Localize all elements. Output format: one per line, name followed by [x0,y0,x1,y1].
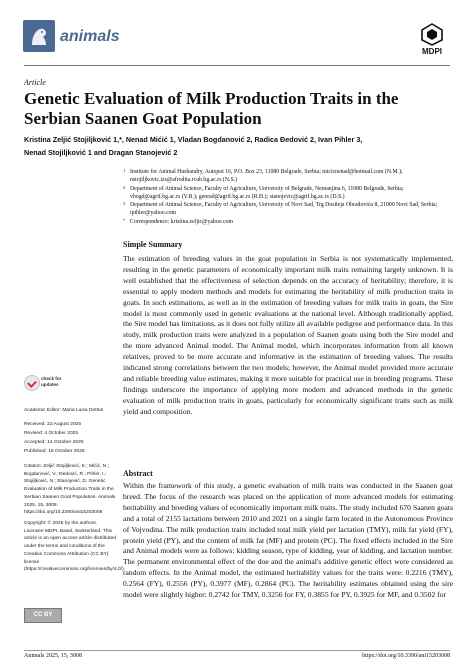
abstract-heading: Abstract [123,469,153,478]
cc-license-badge[interactable]: CC BY [24,608,62,623]
journal-logo [23,20,55,52]
check-for-updates-badge[interactable] [24,373,64,393]
affiliation-text: Department of Animal Science, Faculty of Agriculture, University of Belgrade, Nemanjina 6, 11080 Belgrade, Serbia; vbogd@agrif.bg.ac.rs (V.B.); genrad@agrif.bg.ac.rs (R.Đ.); stanojevic@agrif.bg.ac.rs (D.S.) [130,185,404,200]
check-updates-icon [24,375,40,391]
received-date: Received: 23 August 2025 [24,422,82,427]
simple-summary-text: The estimation of breeding values in the goat population in Serbia is not systematically implemented, resulting in the genetic parameters of economically important milk traits remaining largely unknown. It is well established that the effectiveness of selection depends on the accuracy of heritability; therefore, it is essential to apply modern methods and models for estimating the heritability of milk production traits in goats. In such estimations, as well as in the estimation of breeding values for milk traits in goats, the Sire model is most commonly used in genetic evaluations at the national level. Although traditionally applied, the Sire model has limitations, as it does not fully utilize all available pedigree and performance data. In this study, milk production traits were analyzed in a population of Saanen goats using both the Sire model and the more advanced Animal model. The Animal model, which incorporates information from all known relatives, proved to be more accurate and informative in the estimation of breeding values. The results indicated strong correlations between the two models; however, the Animal model provided more accurate and reliable breeding value estimates, making it more suitable for practical use in breeding programs. These findings underscore the importance of applying more modern and advanced methods in the genetic evaluation of milk production traits in goats, particularly for economically significant traits such as milk yield and composition. [123,254,453,416]
footer-journal-info: Animals 2025, 15, 3008 [24,653,82,659]
affiliation-number: 3 [123,201,126,207]
affiliation-number: 1 [123,168,126,173]
revised-date: Revised: 4 October 2025 [24,431,79,436]
copyright: Copyright: © 2025 by the authors. Licensee MDPI, Basel, Switzerland. This article is an open access article distributed under the terms and conditions of the Creative Commons Attribution (CC BY) license (https://creativecommons.org/licenses/by/4.0/). [24,521,126,573]
citation: Citation: Zeljić Stojiljković, K.; Mićić, N.; Bogdanović, V.; Đedović, R.; Pihler, I.; Stojiljković, N.; Stanojević, D. Genetic Evaluation of Milk Production Traits in the Serbian Saanen Goat Population. Animals 2025, 15, 3008. https://doi.org/10.3390/ani15203008 [24,464,116,516]
footer-doi-link[interactable]: https://doi.org/10.3390/ani15203008 [362,653,450,659]
correspondence-text: Correspondence: kristina.zeljic@yahoo.com [130,218,234,225]
simple-summary-heading: Simple Summary [123,240,183,249]
article-type: Article [24,78,46,87]
animal-silhouette-icon [26,23,52,49]
published-date: Published: 16 October 2025 [24,449,85,454]
affiliation-item [123,185,453,202]
affiliation-text: Institute for Animal Husbandry, Autoput 16, P.O. Box 23, 11080 Belgrade, Serbia; micicnenad@hotmail.com (N.M.); nstojiljkovic.izs@afrodita.rcub.bg.ac.rs (N.S.) [130,169,403,184]
correspondence-marker: * [123,217,126,223]
abstract-text: Within the framework of this study, a genetic evaluation of milk traits was conducted in the Saanen goat breed. The focus of the research was placed on the application of more advanced models for estimating heritability and breeding values of economically important milk traits. The study included 670 Saanen goats and a total of 2155 lactations between 2010 and 2021 on a single farm located in the Autonomous Province of Vojvodina. The milk production traits included total milk yield per lactation (TMY), milk fat yield (FY), protein yield (PY), and the content of milk fat (MF) and protein (PC). The fixed effects included in the Sire and Animal models were as follows: kidding season, type of kidding, year of kidding, and lactation number. The permanent environmental effect of the doe and the animal's additive genetic effect were considered as random effects. In the Animal model, the estimated heritability values for the traits were: 0.2216 (TMY), 0.2564 (FY), 0.2556 (PY), 0.3977 (MF), 0.2864 (PC). The heritability estimates obtained using the sire model were slightly higher: 0.2742 for TMY, 0.3256 for FY, 0.3855 for PY, 0.3925 for MF, and 0.3502 for [123,481,453,600]
affiliation-item [123,168,453,185]
authors-line-2[interactable]: Nenad Stojiljković 1 and Dragan Stanojević 2 [24,148,178,157]
affiliations [123,168,453,226]
footer-divider [24,650,450,651]
correspondence [123,218,453,226]
accepted-date: Accepted: 14 October 2025 [24,440,84,445]
check-updates-label: check for updates [41,376,62,387]
header-divider [24,65,450,66]
affiliation-item [123,201,453,218]
mdpi-logo-icon [414,22,450,46]
publisher-logo[interactable] [414,22,450,46]
journal-name[interactable]: animals [60,28,120,45]
authors-line-1[interactable]: Kristina Zeljić Stojiljković 1,*, Nenad Mićić 1, Vladan Bogdanović 2, Radica Đedović 2, Ivan Pihler 3, [24,135,363,144]
publisher-name: MDPI [422,47,442,56]
author-list [24,133,454,159]
affiliation-text: Department of Animal Science, Faculty of Agriculture, University of Novi Sad, Trg Dositeja Obradovića 8, 21000 Novi Sad, Serbia; ipihler@yahoo.com [130,202,438,217]
affiliation-number: 2 [123,184,126,190]
article-title: Genetic Evaluation of Milk Production Traits in the Serbian Saanen Goat Population [24,89,399,128]
academic-editor: Academic Editor: Maria Luisa Dettori [24,408,104,413]
